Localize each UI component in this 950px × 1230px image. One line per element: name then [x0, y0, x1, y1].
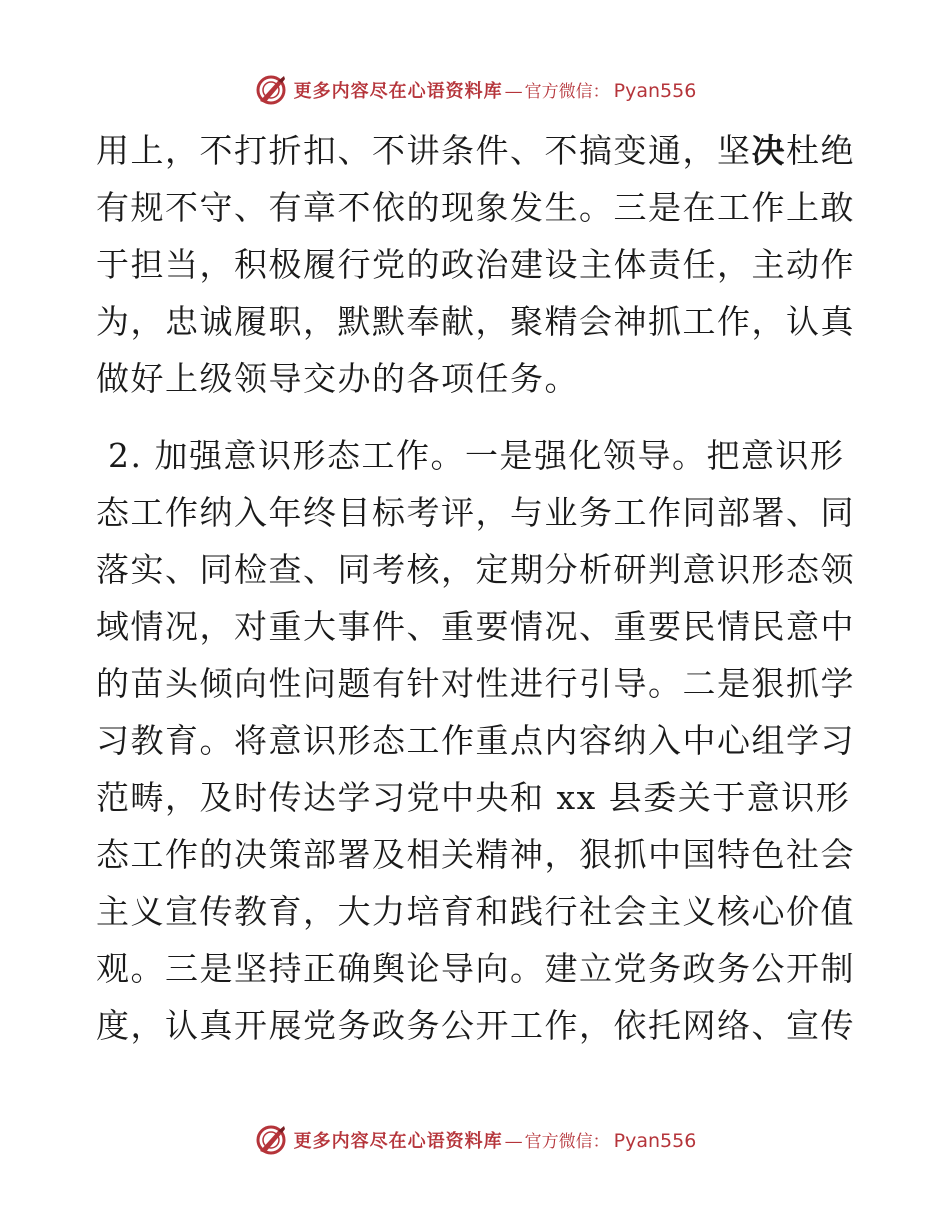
footer-banner [0, 1120, 950, 1160]
footer-brand: 更多内容尽在心语资料库 [293, 1131, 503, 1152]
text-line: 用上，不打折扣、不讲条件、不搞变通，坚决杜绝 [96, 131, 855, 170]
text-line: 态工作的决策部署及相关精神，狠抓中国特色社会 [96, 835, 855, 874]
text-line: 于担当，积极履行党的政治建设主体责任，主动作 [96, 245, 855, 284]
text-line: 有规不守、有章不依的现象发生。三是在工作上敢 [96, 188, 855, 227]
text-line: 域情况，对重大事件、重要情况、重要民情民意中 [96, 607, 855, 646]
header-banner [0, 70, 950, 110]
text-line: 范畴，及时传达学习党中央和 xx 县委关于意识形 [96, 778, 851, 817]
paragraph-2 [96, 427, 856, 1054]
text-line: 2. 加强意识形态工作。一是强化领导。把意识形 [108, 436, 845, 475]
header-separator: — [504, 81, 523, 102]
bold-char: 决 [751, 131, 786, 170]
text-line: 的苗头倾向性问题有针对性进行引导。二是狠抓学 [96, 664, 855, 703]
footer-wechat-label: 官方微信： [524, 1132, 610, 1152]
text-line: 度，认真开展党务政务公开工作，依托网络、宣传 [96, 1006, 855, 1045]
pen-circle-logo-icon [254, 73, 288, 107]
paragraph-1 [96, 122, 856, 407]
header-wechat-id: Pyan556 [613, 80, 697, 102]
footer-separator: — [504, 1131, 523, 1152]
footer-wechat-id: Pyan556 [613, 1130, 697, 1152]
text-line: 态工作纳入年终目标考评，与业务工作同部署、同 [96, 493, 855, 532]
text-line: 为，忠诚履职，默默奉献，聚精会神抓工作，认真 [96, 302, 855, 341]
text-line: 主义宣传教育，大力培育和践行社会主义核心价值 [96, 892, 855, 931]
text-line: 习教育。将意识形态工作重点内容纳入中心组学习 [96, 721, 855, 760]
header-wechat-label: 官方微信： [524, 82, 610, 102]
text-line: 观。三是坚持正确舆论导向。建立党务政务公开制 [96, 949, 855, 988]
text-line: 做好上级领导交办的各项任务。 [96, 359, 579, 398]
pen-circle-logo-icon [254, 1123, 288, 1157]
header-brand: 更多内容尽在心语资料库 [293, 81, 503, 102]
text-line: 落实、同检查、同考核，定期分析研判意识形态领 [96, 550, 855, 589]
